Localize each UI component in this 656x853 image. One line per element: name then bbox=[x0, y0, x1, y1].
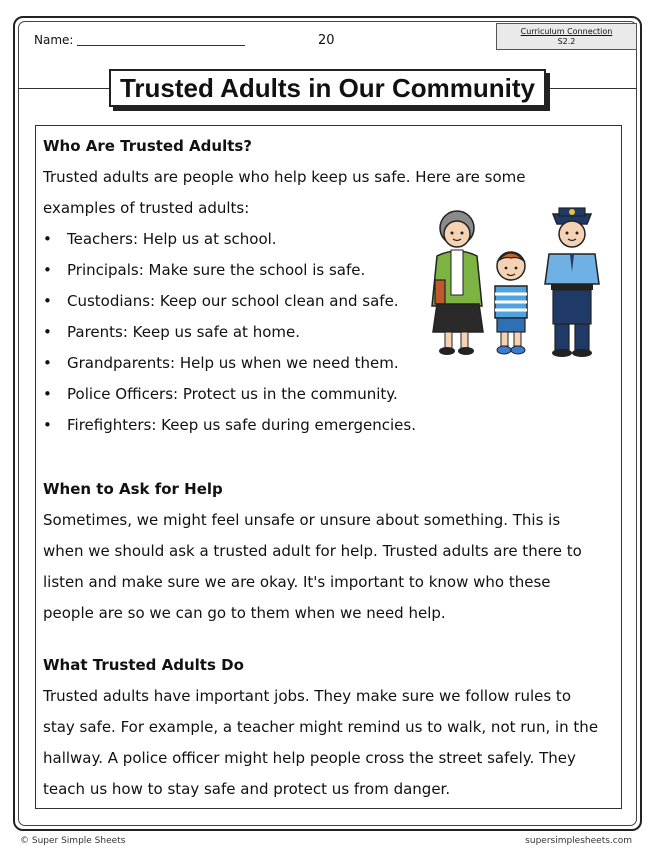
paragraph-line: Trusted adults have important jobs. They make sure we follow rules to bbox=[43, 687, 571, 705]
section-heading-who: Who Are Trusted Adults? bbox=[43, 137, 253, 155]
intro-line-1: Trusted adults are people who help keep us safe. Here are some bbox=[43, 168, 526, 186]
section-heading-when: When to Ask for Help bbox=[43, 480, 223, 498]
paragraph-line: hallway. A police officer might help people cross the street safely. They bbox=[43, 749, 576, 767]
paragraph-line: people are so we can go to them when we need help. bbox=[43, 604, 446, 622]
page-title: Trusted Adults in Our Community bbox=[109, 69, 546, 107]
footer-website[interactable]: supersimplesheets.com bbox=[525, 836, 632, 846]
police-officer-figure bbox=[545, 208, 599, 357]
page-number: 20 bbox=[318, 33, 335, 48]
curriculum-code: S2.2 bbox=[557, 37, 576, 46]
section-heading-what: What Trusted Adults Do bbox=[43, 656, 244, 674]
trusted-adults-illustration bbox=[425, 198, 615, 366]
paragraph-line: listen and make sure we are okay. It's important to know who these bbox=[43, 573, 551, 591]
name-label: Name: bbox=[34, 33, 74, 47]
paragraph-line: Sometimes, we might feel unsafe or unsure about something. This is bbox=[43, 511, 561, 529]
paragraph-line: stay safe. For example, a teacher might remind us to walk, not run, in the bbox=[43, 718, 599, 736]
curriculum-label: Curriculum Connection bbox=[520, 27, 613, 36]
child-figure bbox=[495, 252, 527, 354]
footer-copyright: © Super Simple Sheets bbox=[20, 836, 126, 846]
intro-line-2: examples of trusted adults: bbox=[43, 199, 250, 217]
paragraph-line: when we should ask a trusted adult for help. Trusted adults are there to bbox=[43, 542, 582, 560]
curriculum-connection-box bbox=[496, 23, 637, 50]
name-blank-line[interactable] bbox=[77, 45, 245, 46]
paragraph-line: teach us how to stay safe and protect us from danger. bbox=[43, 780, 451, 798]
grandmother-figure bbox=[432, 211, 483, 355]
name-field[interactable] bbox=[34, 33, 245, 47]
